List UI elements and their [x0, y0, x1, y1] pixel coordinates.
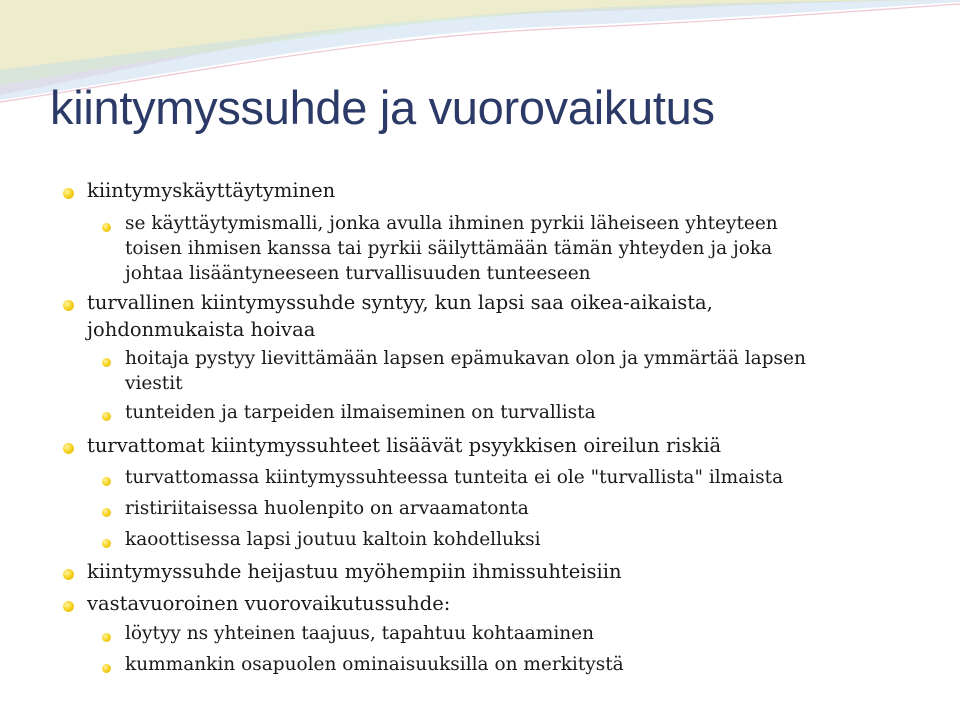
- bullet-dot-icon: [63, 188, 74, 199]
- bullet-dot-icon: [102, 412, 111, 421]
- bullet-line: toisen ihmisen kanssa tai pyrkii säilyttämään tämän yhteyden ja joka: [125, 238, 773, 259]
- slide-title: kiintymyssuhde ja vuorovaikutus: [50, 81, 715, 134]
- bullet-line: johtaa lisääntyneeseen turvallisuuden tunteeseen: [125, 263, 591, 284]
- bullet-line: turvattomassa kiintymyssuhteessa tunteita ei ole "turvallista" ilmaista: [125, 467, 784, 488]
- bullet-line: se käyttäytymismalli, jonka avulla ihminen pyrkii läheiseen yhteyteen: [125, 213, 778, 234]
- bullet-dot-icon: [102, 358, 111, 367]
- bullet-line: kiintymyssuhde heijastuu myöhempiin ihmissuhteisiin: [87, 560, 622, 583]
- bullet-dot-icon: [63, 601, 74, 612]
- bullet-dot-icon: [102, 477, 111, 486]
- bullet-dot-icon: [102, 223, 111, 232]
- bullet-dot-icon: [63, 443, 74, 454]
- bullet-dot-icon: [102, 633, 111, 642]
- bullet-line: vastavuoroinen vuorovaikutussuhde:: [87, 592, 451, 615]
- bullet-line: ristiriitaisessa huolenpito on arvaamatonta: [125, 498, 529, 519]
- bullet-line: johdonmukaista hoivaa: [87, 318, 316, 341]
- bullet-dot-icon: [63, 569, 74, 580]
- bullet-line: viestit: [125, 373, 183, 394]
- bullet-line: kaoottisessa lapsi joutuu kaltoin kohdelluksi: [125, 529, 541, 550]
- bullet-line: hoitaja pystyy lievittämään lapsen epämukavan olon ja ymmärtää lapsen: [125, 348, 806, 369]
- bullet-line: kiintymyskäyttäytyminen: [87, 179, 336, 202]
- bullet-line: kummankin osapuolen ominaisuuksilla on merkitystä: [125, 654, 624, 675]
- bullet-line: turvallinen kiintymyssuhde syntyy, kun lapsi saa oikea-aikaista,: [87, 291, 713, 314]
- bullet-line: tunteiden ja tarpeiden ilmaiseminen on turvallista: [125, 402, 596, 423]
- bullet-line: turvattomat kiintymyssuhteet lisäävät psyykkisen oireilun riskiä: [87, 434, 722, 457]
- bullet-dot-icon: [63, 300, 74, 311]
- bullet-line: löytyy ns yhteinen taajuus, tapahtuu kohtaaminen: [125, 623, 595, 644]
- bullet-dot-icon: [102, 539, 111, 548]
- bullet-dot-icon: [102, 508, 111, 517]
- bullet-dot-icon: [102, 664, 111, 673]
